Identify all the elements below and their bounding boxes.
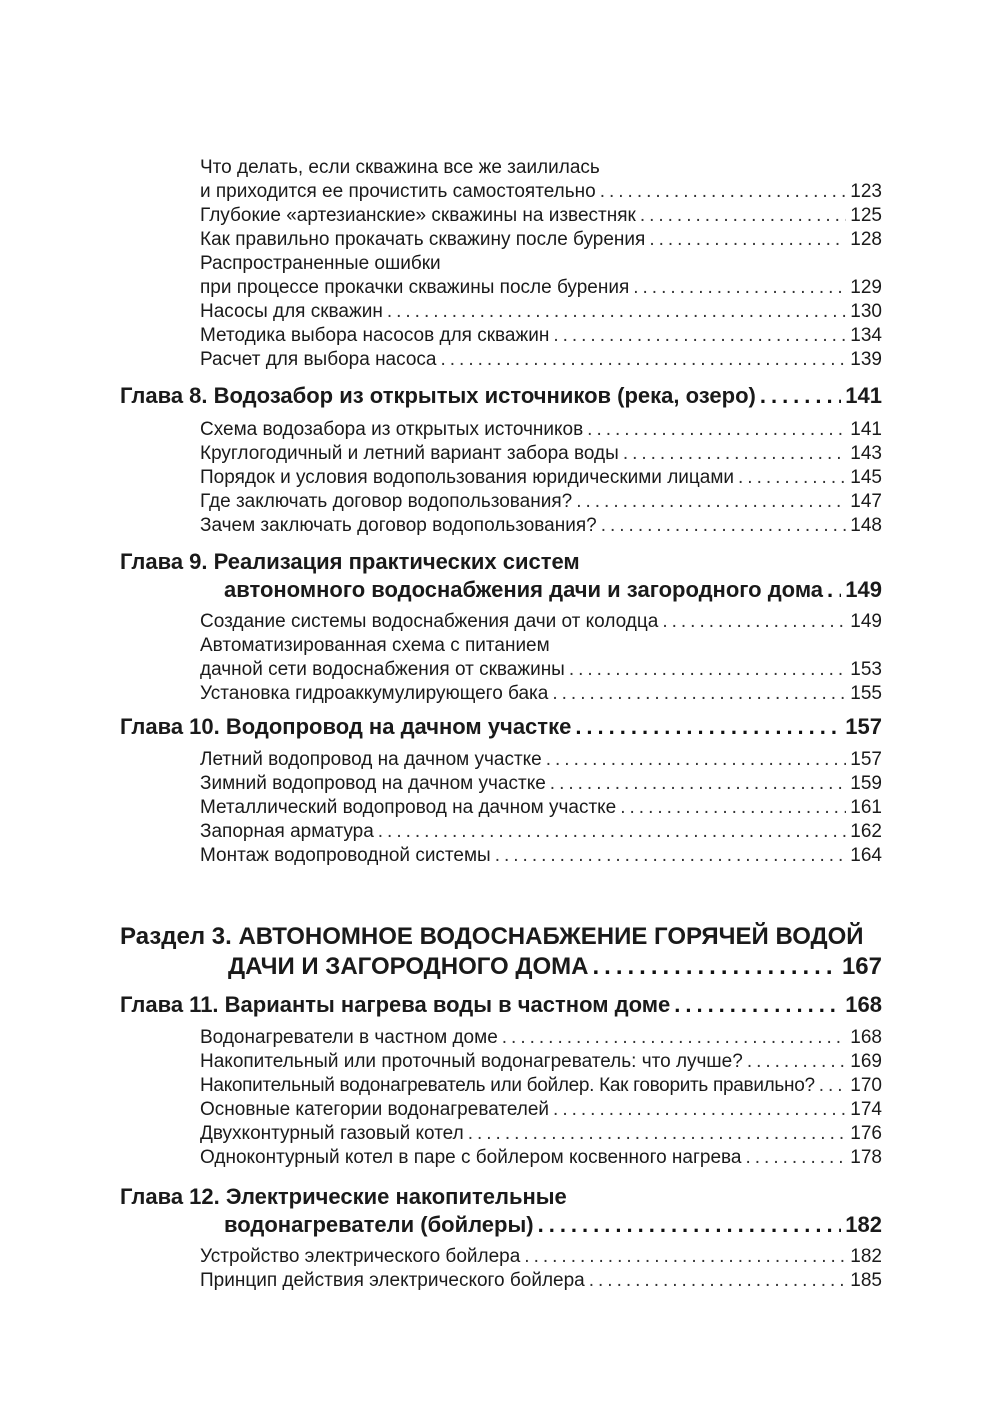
chapter-heading[interactable] xyxy=(120,991,882,1019)
toc-entry-title: Как правильно прокачать скважину после бурения xyxy=(200,229,646,250)
toc-entry[interactable] xyxy=(200,820,882,844)
leader-dots xyxy=(552,682,846,706)
toc-entry[interactable] xyxy=(200,466,882,490)
toc-chapter-12 xyxy=(120,1183,882,1239)
toc-entry-page: 148 xyxy=(850,515,882,536)
section-page: 167 xyxy=(841,953,882,980)
toc-entry-title: Монтаж водопроводной системы xyxy=(200,845,491,866)
leader-dots xyxy=(546,748,847,772)
toc-entry-page: 155 xyxy=(850,683,882,704)
toc-entry-title-line1: Что делать, если скважина все же заилилась xyxy=(200,157,600,178)
leader-dots xyxy=(589,1269,847,1293)
toc-entry-title: Водонагреватели в частном доме xyxy=(200,1027,498,1048)
toc-entry[interactable] xyxy=(200,748,882,772)
toc-entry-title: Накопительный или проточный водонагреватель: что лучше? xyxy=(200,1051,743,1072)
leader-dots xyxy=(587,418,846,442)
toc-entry-title: Зачем заключать договор водопользования? xyxy=(200,515,597,536)
toc-entry-page: 174 xyxy=(850,1099,882,1120)
toc-entry[interactable] xyxy=(200,418,882,442)
toc-chapter-9-entries xyxy=(120,610,882,706)
section-title-line1: Раздел 3. АВТОНОМНОЕ ВОДОСНАБЖЕНИЕ ГОРЯЧЕЙ ВОДОЙ xyxy=(120,923,864,950)
toc-entry[interactable] xyxy=(200,514,882,538)
leader-dots xyxy=(538,1211,842,1239)
leader-dots xyxy=(760,382,841,410)
toc-entry[interactable] xyxy=(200,156,882,204)
chapter-page: 141 xyxy=(845,383,882,408)
toc-block-ch7-cont xyxy=(120,156,882,372)
leader-dots xyxy=(569,658,846,682)
chapter-heading[interactable] xyxy=(120,548,882,604)
chapter-page: 168 xyxy=(845,992,882,1017)
toc-entry-page: 141 xyxy=(850,419,882,440)
toc-entry[interactable] xyxy=(200,1074,882,1098)
toc-entry-page: 139 xyxy=(850,349,882,370)
toc-entry-title: Летний водопровод на дачном участке xyxy=(200,749,542,770)
toc-entry-page: 143 xyxy=(850,443,882,464)
toc-entry-title-line1: Распространенные ошибки xyxy=(200,253,441,274)
toc-entry-title: Устройство электрического бойлера xyxy=(200,1246,521,1267)
toc-entry-page: 157 xyxy=(850,749,882,770)
toc-chapter-11 xyxy=(120,991,882,1019)
leader-dots xyxy=(746,1146,847,1170)
toc-entry-title-line1: Автоматизированная схема с питанием xyxy=(200,635,550,656)
chapter-title-line1: Глава 12. Электрические накопительные xyxy=(120,1184,567,1209)
chapter-heading[interactable] xyxy=(120,1183,882,1239)
toc-entry-page: 123 xyxy=(850,181,882,202)
section-title: ДАЧИ И ЗАГОРОДНОГО ДОМА xyxy=(228,953,589,980)
toc-entry[interactable] xyxy=(200,844,882,868)
chapter-title: автономного водоснабжения дачи и загородного дома xyxy=(224,577,824,602)
toc-section-3 xyxy=(120,922,882,982)
chapter-title-line1: Глава 9. Реализация практических систем xyxy=(120,549,580,574)
toc-entry[interactable] xyxy=(200,1269,882,1293)
toc-entry-page: 145 xyxy=(850,467,882,488)
leader-dots xyxy=(553,324,846,348)
toc-entry-page: 178 xyxy=(850,1147,882,1168)
toc-entry[interactable] xyxy=(200,1098,882,1122)
toc-entry-page: 164 xyxy=(850,845,882,866)
leader-dots xyxy=(378,820,847,844)
toc-entry-page: 128 xyxy=(850,229,882,250)
toc-entry[interactable] xyxy=(200,490,882,514)
toc-chapter-8 xyxy=(120,382,882,410)
toc-entry-title: Расчет для выбора насоса xyxy=(200,349,437,370)
toc-entry-title: Основные категории водонагревателей xyxy=(200,1099,550,1120)
leader-dots xyxy=(662,610,846,634)
toc-entry[interactable] xyxy=(200,1146,882,1170)
toc-entry[interactable] xyxy=(200,634,882,682)
leader-dots xyxy=(440,348,846,372)
leader-dots xyxy=(819,1074,847,1098)
toc-entry-page: 170 xyxy=(850,1075,882,1096)
section-heading[interactable] xyxy=(120,922,882,982)
toc-entry-title: Порядок и условия водопользования юридическими лицами xyxy=(200,467,735,488)
toc-entry[interactable] xyxy=(200,772,882,796)
toc-entry-page: 169 xyxy=(850,1051,882,1072)
toc-entry-page: 161 xyxy=(850,797,882,818)
chapter-title: Глава 8. Водозабор из открытых источников (река, озеро) xyxy=(120,383,756,408)
leader-dots xyxy=(747,1050,846,1074)
toc-entry-title: дачной сети водоснабжения от скважины xyxy=(200,659,565,680)
leader-dots xyxy=(387,300,846,324)
leader-dots xyxy=(649,228,846,252)
leader-dots xyxy=(576,490,846,514)
toc-entry-title: Одноконтурный котел в паре с бойлером косвенного нагрева xyxy=(200,1147,742,1168)
leader-dots xyxy=(600,180,847,204)
toc-entry-title: Установка гидроаккумулирующего бака xyxy=(200,683,549,704)
leader-dots xyxy=(738,466,846,490)
toc-entry[interactable] xyxy=(200,204,882,228)
toc-entry[interactable] xyxy=(200,252,882,300)
toc-chapter-12-entries xyxy=(120,1245,882,1293)
toc-entry-page: 147 xyxy=(850,491,882,512)
leader-dots xyxy=(633,276,846,300)
leader-dots xyxy=(550,772,847,796)
toc-entry[interactable] xyxy=(200,1050,882,1074)
toc-entry-title: Где заключать договор водопользования? xyxy=(200,491,573,512)
leader-dots xyxy=(640,204,846,228)
chapter-page: 149 xyxy=(845,577,882,602)
toc-entry[interactable] xyxy=(200,348,882,372)
toc-entry-title: Принцип действия электрического бойлера xyxy=(200,1270,585,1291)
toc-entry-page: 149 xyxy=(850,611,882,632)
toc-chapter-8-entries xyxy=(120,418,882,538)
toc-entry-title: Схема водозабора из открытых источников xyxy=(200,419,584,440)
toc-entry-title: Зимний водопровод на дачном участке xyxy=(200,773,546,794)
toc-chapter-11-entries xyxy=(120,1026,882,1170)
toc-entry-page: 129 xyxy=(850,277,882,298)
toc-entry-page: 130 xyxy=(850,301,882,322)
toc-entry-page: 185 xyxy=(850,1270,882,1291)
toc-entry[interactable] xyxy=(200,682,882,706)
leader-dots xyxy=(827,576,841,604)
leader-dots xyxy=(502,1026,847,1050)
chapter-heading[interactable] xyxy=(120,713,882,741)
chapter-title: Глава 10. Водопровод на дачном участке xyxy=(120,714,572,739)
toc-entry-page: 182 xyxy=(850,1246,882,1267)
leader-dots xyxy=(524,1245,846,1269)
toc-entry-title: Накопительный водонагреватель или бойлер. Как говорить правильно? xyxy=(200,1075,815,1096)
toc-chapter-10 xyxy=(120,713,882,741)
toc-entry-title: Металлический водопровод на дачном участке xyxy=(200,797,617,818)
toc-chapter-10-entries xyxy=(120,748,882,868)
toc-entry-title: Круглогодичный и летний вариант забора воды xyxy=(200,443,619,464)
chapter-title: Глава 11. Варианты нагрева воды в частном доме xyxy=(120,992,671,1017)
toc-entry-title: при процессе прокачки скважины после бурения xyxy=(200,277,630,298)
toc-entry[interactable] xyxy=(200,324,882,348)
toc-entry[interactable] xyxy=(200,1245,882,1269)
toc-entry-page: 168 xyxy=(850,1027,882,1048)
chapter-heading[interactable] xyxy=(120,382,882,410)
leader-dots xyxy=(495,844,847,868)
toc-entry[interactable] xyxy=(200,1026,882,1050)
leader-dots xyxy=(592,952,837,982)
chapter-title: водонагреватели (бойлеры) xyxy=(224,1212,534,1237)
leader-dots xyxy=(674,991,841,1019)
toc-entry[interactable] xyxy=(200,442,882,466)
toc-entry-title: Запорная арматура xyxy=(200,821,374,842)
toc-entry-page: 162 xyxy=(850,821,882,842)
toc-entry[interactable] xyxy=(200,610,882,634)
toc-entry-page: 153 xyxy=(850,659,882,680)
chapter-page: 157 xyxy=(845,714,882,739)
toc-entry-title: Двухконтурный газовый котел xyxy=(200,1123,464,1144)
toc-entry-title: Глубокие «артезианские» скважины на известняк xyxy=(200,205,636,226)
leader-dots xyxy=(575,713,841,741)
leader-dots xyxy=(623,442,846,466)
leader-dots xyxy=(620,796,846,820)
leader-dots xyxy=(601,514,847,538)
toc-entry[interactable] xyxy=(200,300,882,324)
toc-entry-title: Насосы для скважин xyxy=(200,301,383,322)
toc-entry-page: 134 xyxy=(850,325,882,346)
toc-entry-title: и приходится ее прочистить самостоятельно xyxy=(200,181,596,202)
toc-entry[interactable] xyxy=(200,1122,882,1146)
toc-entry-page: 159 xyxy=(850,773,882,794)
toc-entry-page: 176 xyxy=(850,1123,882,1144)
leader-dots xyxy=(553,1098,846,1122)
toc-chapter-9 xyxy=(120,548,882,604)
leader-dots xyxy=(468,1122,847,1146)
toc-entry-title: Методика выбора насосов для скважин xyxy=(200,325,550,346)
toc-entry-title: Создание системы водоснабжения дачи от колодца xyxy=(200,611,659,632)
toc-entry-page: 125 xyxy=(850,205,882,226)
toc-entry[interactable] xyxy=(200,228,882,252)
chapter-page: 182 xyxy=(845,1212,882,1237)
toc-entry[interactable] xyxy=(200,796,882,820)
